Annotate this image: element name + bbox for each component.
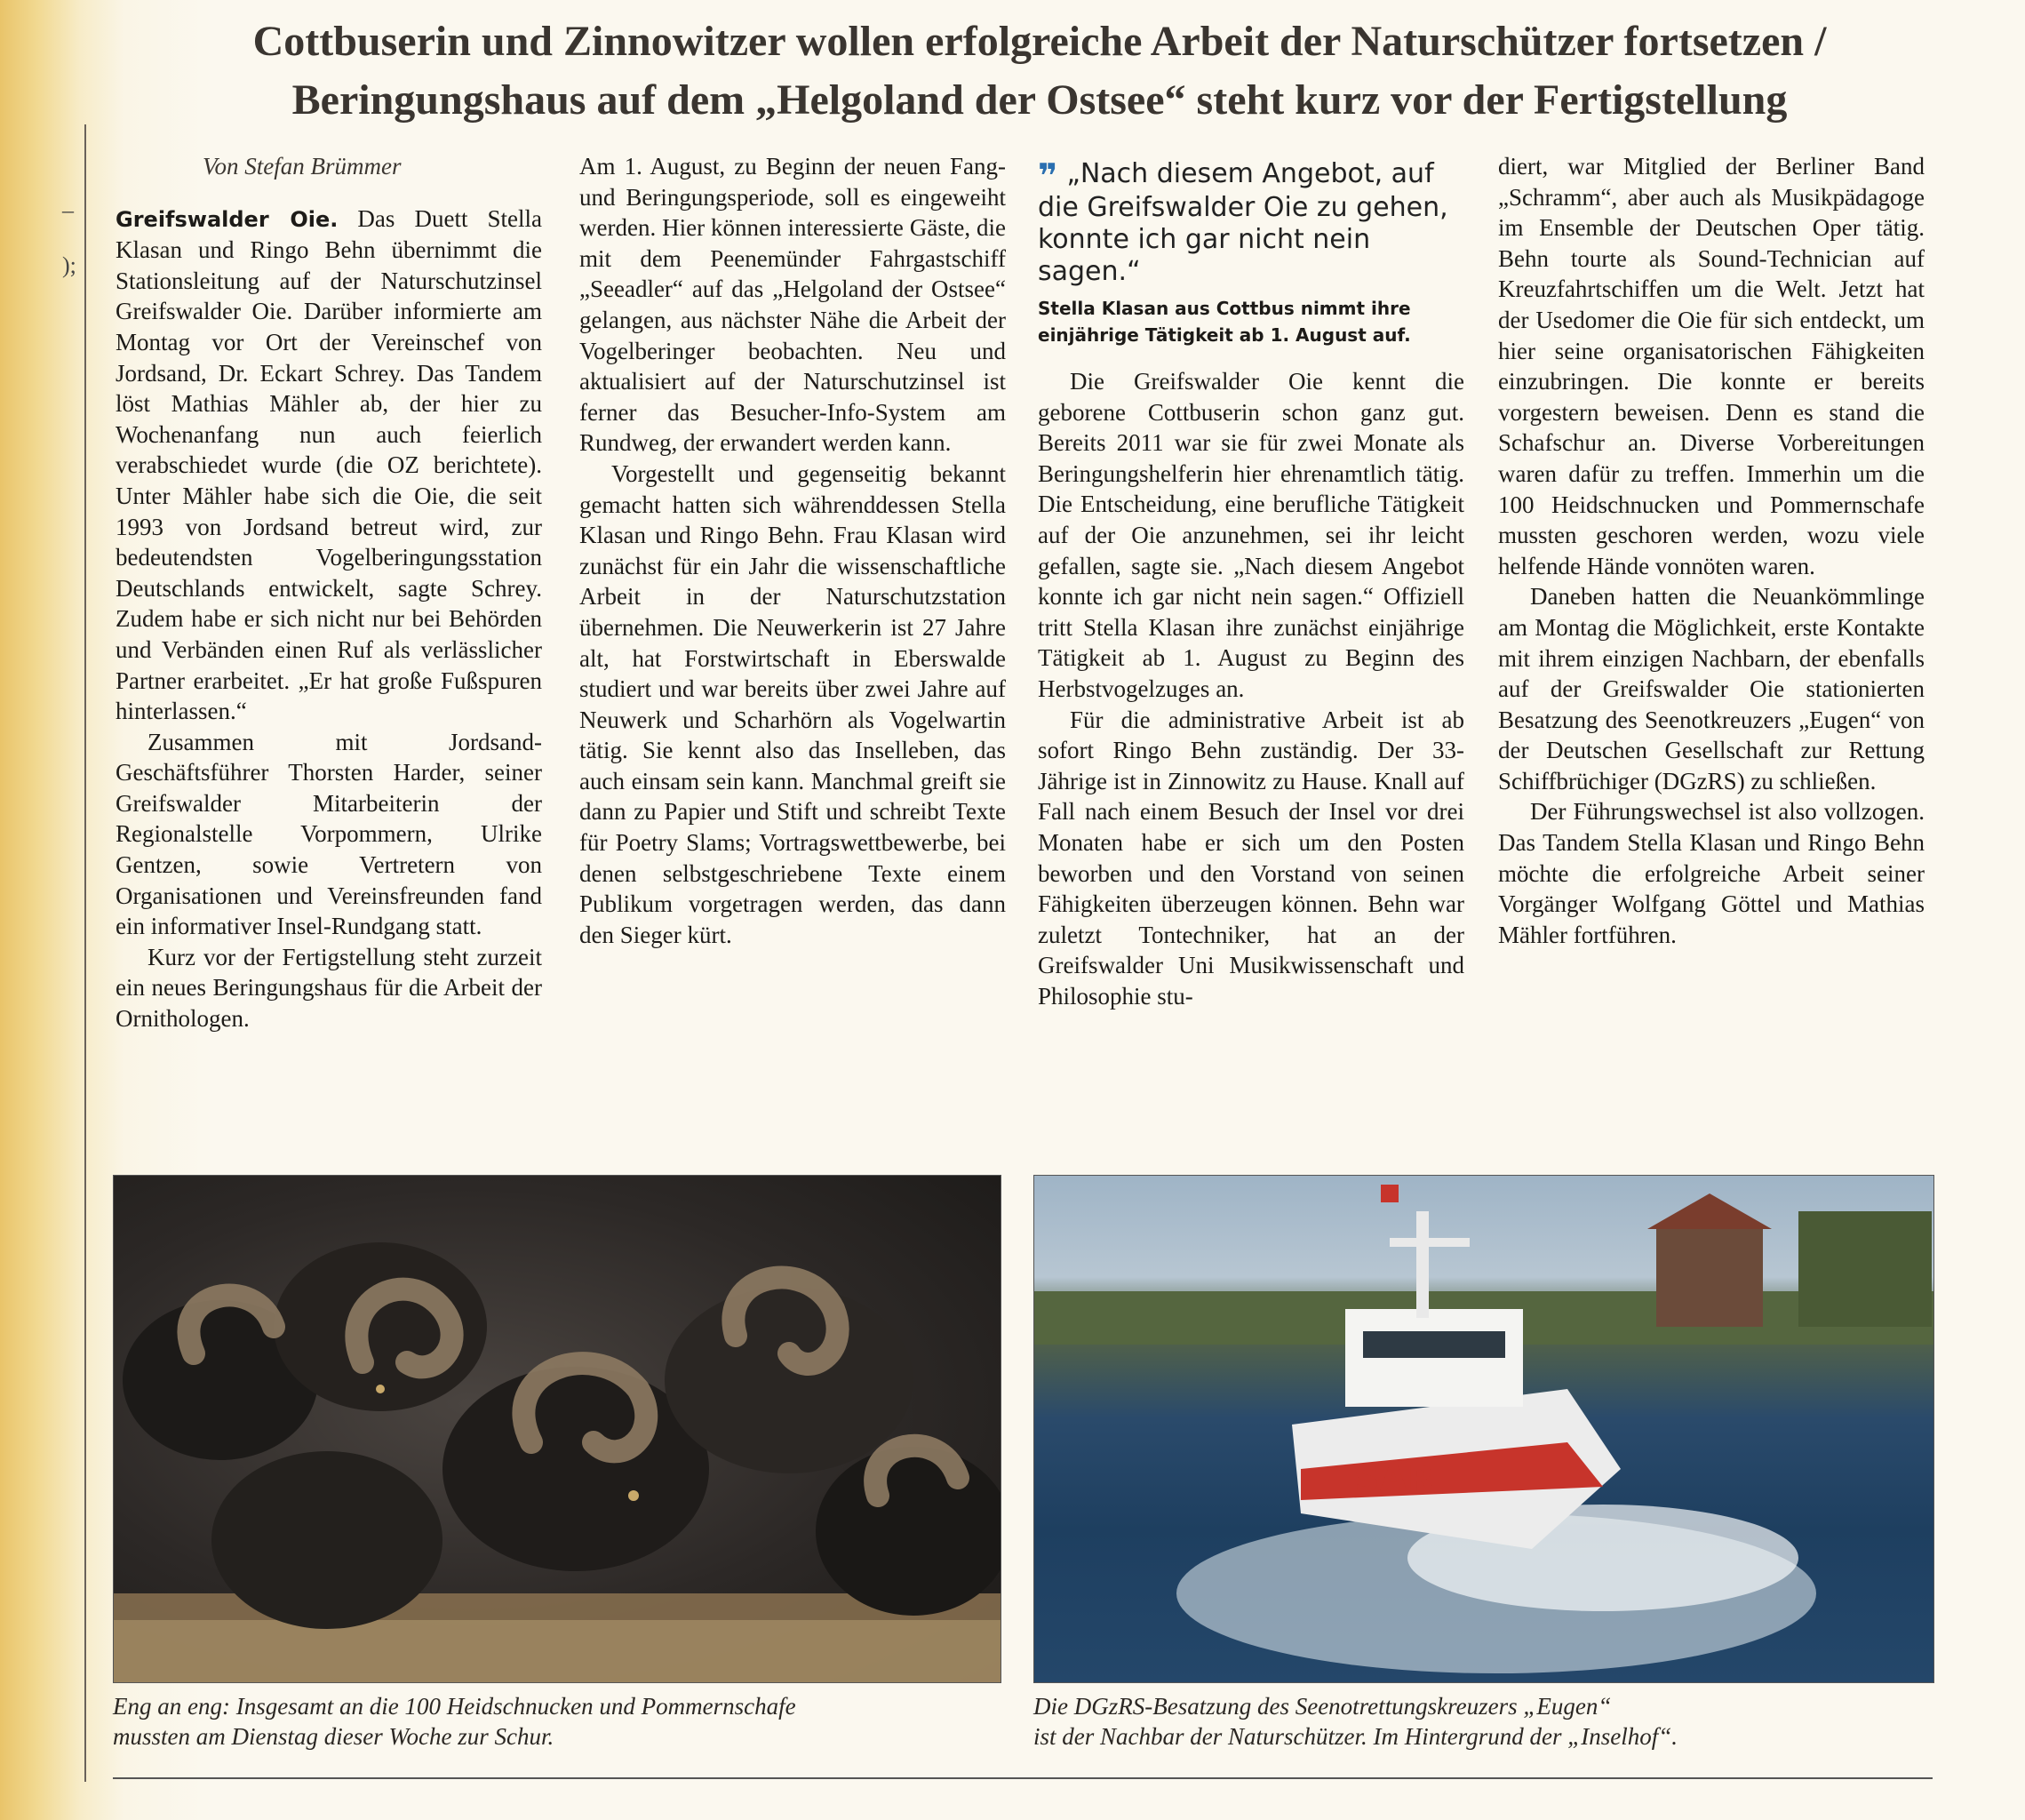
pull-quote-text: „Nach diesem Angebot, auf die Greifswalder Oie zu gehen, konnte ich gar nicht nein sagen.“: [1038, 158, 1448, 287]
pull-quote: [1038, 158, 1464, 348]
quote-mark-icon: ❞: [1038, 156, 1058, 196]
paragraph: Am 1. August, zu Beginn der neuen Fang- und Beringungsperiode, soll es eingeweiht werden. Hier können interessierte Gäste, die mit dem Peenemünder Fahrgastschiff „Seeadler“ auf das „Helgoland der Ostsee“ gelangen, aus nächster Nähe die Arbeit der Vogelberinger beobachten. Neu und aktualisiert auf der Naturschutzinsel ist ferner das Besucher-Info-System am Rundweg, der erwandert werden kann.: [579, 153, 1006, 457]
paragraph: Kurz vor der Fertigstellung steht zurzeit ein neues Beringungshaus für die Arbeit der Ornithologen.: [116, 943, 542, 1033]
caption-boat: [1033, 1691, 1922, 1752]
article-column-1: [116, 151, 542, 1034]
headline-line-1: Cottbuserin und Zinnowitzer wollen erfolgreiche Arbeit der Naturschützer fortsetzen /: [252, 18, 1827, 65]
paragraph: Zusammen mit Jordsand-Geschäftsführer Thorsten Harder, seiner Greifswalder Mitarbeiterin der Regionalstelle Vorpommern, Ulrike Gentzen, sowie Vertretern von Organisationen und Vereinsfreunden fand ein informativer Insel-Rundgang statt.: [116, 728, 542, 940]
paragraph: Der Führungswechsel ist also vollzogen. Das Tandem Stella Klasan und Ringo Behn möchte die erfolgreiche Arbeit seiner Vorgänger Wolfgang Göttel und Mathias Mähler fortführen.: [1498, 798, 1925, 948]
photo-rescue-boat: [1033, 1175, 1934, 1683]
pull-quote-source: Stella Klasan aus Cottbus nimmt ihre einjährige Tätigkeit ab 1. August auf.: [1038, 298, 1411, 346]
bottom-rule: [113, 1777, 1933, 1779]
paragraph: Daneben hatten die Neuankömmlinge am Montag die Möglichkeit, erste Kontakte mit ihrem einzigen Nachbarn, der ebenfalls auf der Greifswalder Oie stationierten Besatzung des Seenotkreuzers „Eugen“ von der Deutschen Gesellschaft zur Rettung Schiffbrüchiger (DGzRS) zu schließen.: [1498, 583, 1925, 794]
caption-boat-line-1: Die DGzRS-Besatzung des Seenotrettungskreuzers „Eugen“: [1033, 1693, 1612, 1720]
caption-boat-line-2: ist der Nachbar der Naturschützer. Im Hintergrund der „Inselhof“.: [1033, 1723, 1678, 1750]
caption-sheep: [113, 1691, 1001, 1752]
paragraph: Die Greifswalder Oie kennt die geborene Cottbuserin schon ganz gut. Bereits 2011 war sie für zwei Monate als Beringungshelferin hier ehrenamtlich tätig. Die Entscheidung, eine berufliche Tätigkeit auf der Oie anzunehmen, sei ihr leicht gefallen, sagte sie. „Nach diesem Angebot konnte ich gar nicht nein sagen.“ Offiziell tritt Stella Klasan ihre zunächst einjährige Tätigkeit ab 1. August zu Beginn des Herbstvogelzuges an.: [1038, 368, 1464, 702]
photo-sheep: [113, 1175, 1001, 1683]
caption-sheep-line-2: mussten am Dienstag dieser Woche zur Schur.: [113, 1723, 554, 1750]
headline-line-2: Beringungshaus auf dem „Helgoland der Ostsee“ steht kurz vor der Fertigstellung: [291, 76, 1788, 124]
left-column-rule: [84, 124, 86, 1782]
lead-text: Das Duett Stella Klasan und Ringo Behn übernimmt die Stationsleitung auf der Naturschutzinsel Greifswalder Oie. Darüber informierte am Montag vor Ort der Vereinschef von Jordsand, Dr. Eckart Schrey. Das Tandem löst Mathias Mähler ab, der hier zu Wochenanfang nun auch feierlich verabschiedet wurde (die OZ berichtete). Unter Mähler habe sich die Oie, die seit 1993 von Jordsand betreut wird, zur bedeutendsten Vogelberingungsstation Deutschlands entwickelt, sagte Schrey. Zudem habe er sich nicht nur bei Behörden und Verbänden einen Ruf als verlässlicher Partner erarbeitet. „Er hat große Fußspuren hinterlassen.“: [116, 204, 542, 725]
boat-sar-label: SAR: [1354, 1459, 1435, 1500]
article-column-4: [1498, 151, 1925, 950]
paragraph: diert, war Mitglied der Berliner Band „Schramm“, aber auch als Musikpädagoge im Ensemble der Deutschen Oper tätig. Behn tourte als Sound-Technician auf Kreuzfahrtschiffen um die Welt. Jetzt hat der Usedomer die Oie für sich entdeckt, um hier seine organisatorischen Fähigkeiten einzubringen. Die konnte er bereits vorgestern beweisen. Denn es stand die Schafschur an. Diverse Vorbereitungen waren dafür zu treffen. Immerhin um die 100 Heidschnucken und Pommernschafe mussten geschoren werden, wozu viele helfende Hände vonnöten waren.: [1498, 153, 1925, 579]
dateline: Greifswalder Oie.: [116, 206, 339, 232]
sheep-illustration: [114, 1176, 1001, 1682]
byline: Von Stefan Brümmer: [203, 153, 402, 180]
paragraph: Für die administrative Arbeit ist ab sofort Ringo Behn zuständig. Der 33-Jährige ist in Zinnowitz zu Hause. Knall auf Fall nach einem Besuch der Insel vor drei Monaten habe er sich um den Posten beworben und den Vorstand von seinen Fähigkeiten überzeugen können. Behn war zuletzt Tontechniker, hat an der Greifswalder Uni Musikwissenschaft und Philosophie stu-: [1038, 706, 1464, 1010]
margin-mark-dash: –: [62, 197, 74, 223]
paragraph: Vorgestellt und gegenseitig bekannt gemacht hatten sich währenddessen Stella Klasan und Ringo Behn. Frau Klasan wird zunächst für ein Jahr die wissenschaftliche Arbeit in der Naturschutzstation übernehmen. Die Neuwerkerin ist 27 Jahre alt, hat Forstwirtschaft in Eberswalde studiert und war bereits über zwei Jahre auf Neuwerk und Scharhörn als Vogelwartin tätig. Sie kennt also das Inselleben, das auch einsam sein kann. Manchmal greift sie dann zu Papier und Stift und schreibt Texte für Poetry Slams; Vortragswettbewerbe, bei denen selbstgeschriebene Texte einem Publikum vorgetragen werden, das dann den Sieger kürt.: [579, 459, 1006, 948]
caption-sheep-line-1: Eng an eng: Insgesamt an die 100 Heidschnucken und Pommernschafe: [113, 1693, 796, 1720]
article-column-3: [1038, 151, 1464, 1011]
headline: [107, 12, 1973, 130]
rescue-boat-illustration: [1034, 1176, 1933, 1682]
lead-paragraph: [116, 204, 542, 727]
margin-mark-semicolon: );: [62, 252, 76, 278]
article-column-2: [579, 151, 1006, 950]
